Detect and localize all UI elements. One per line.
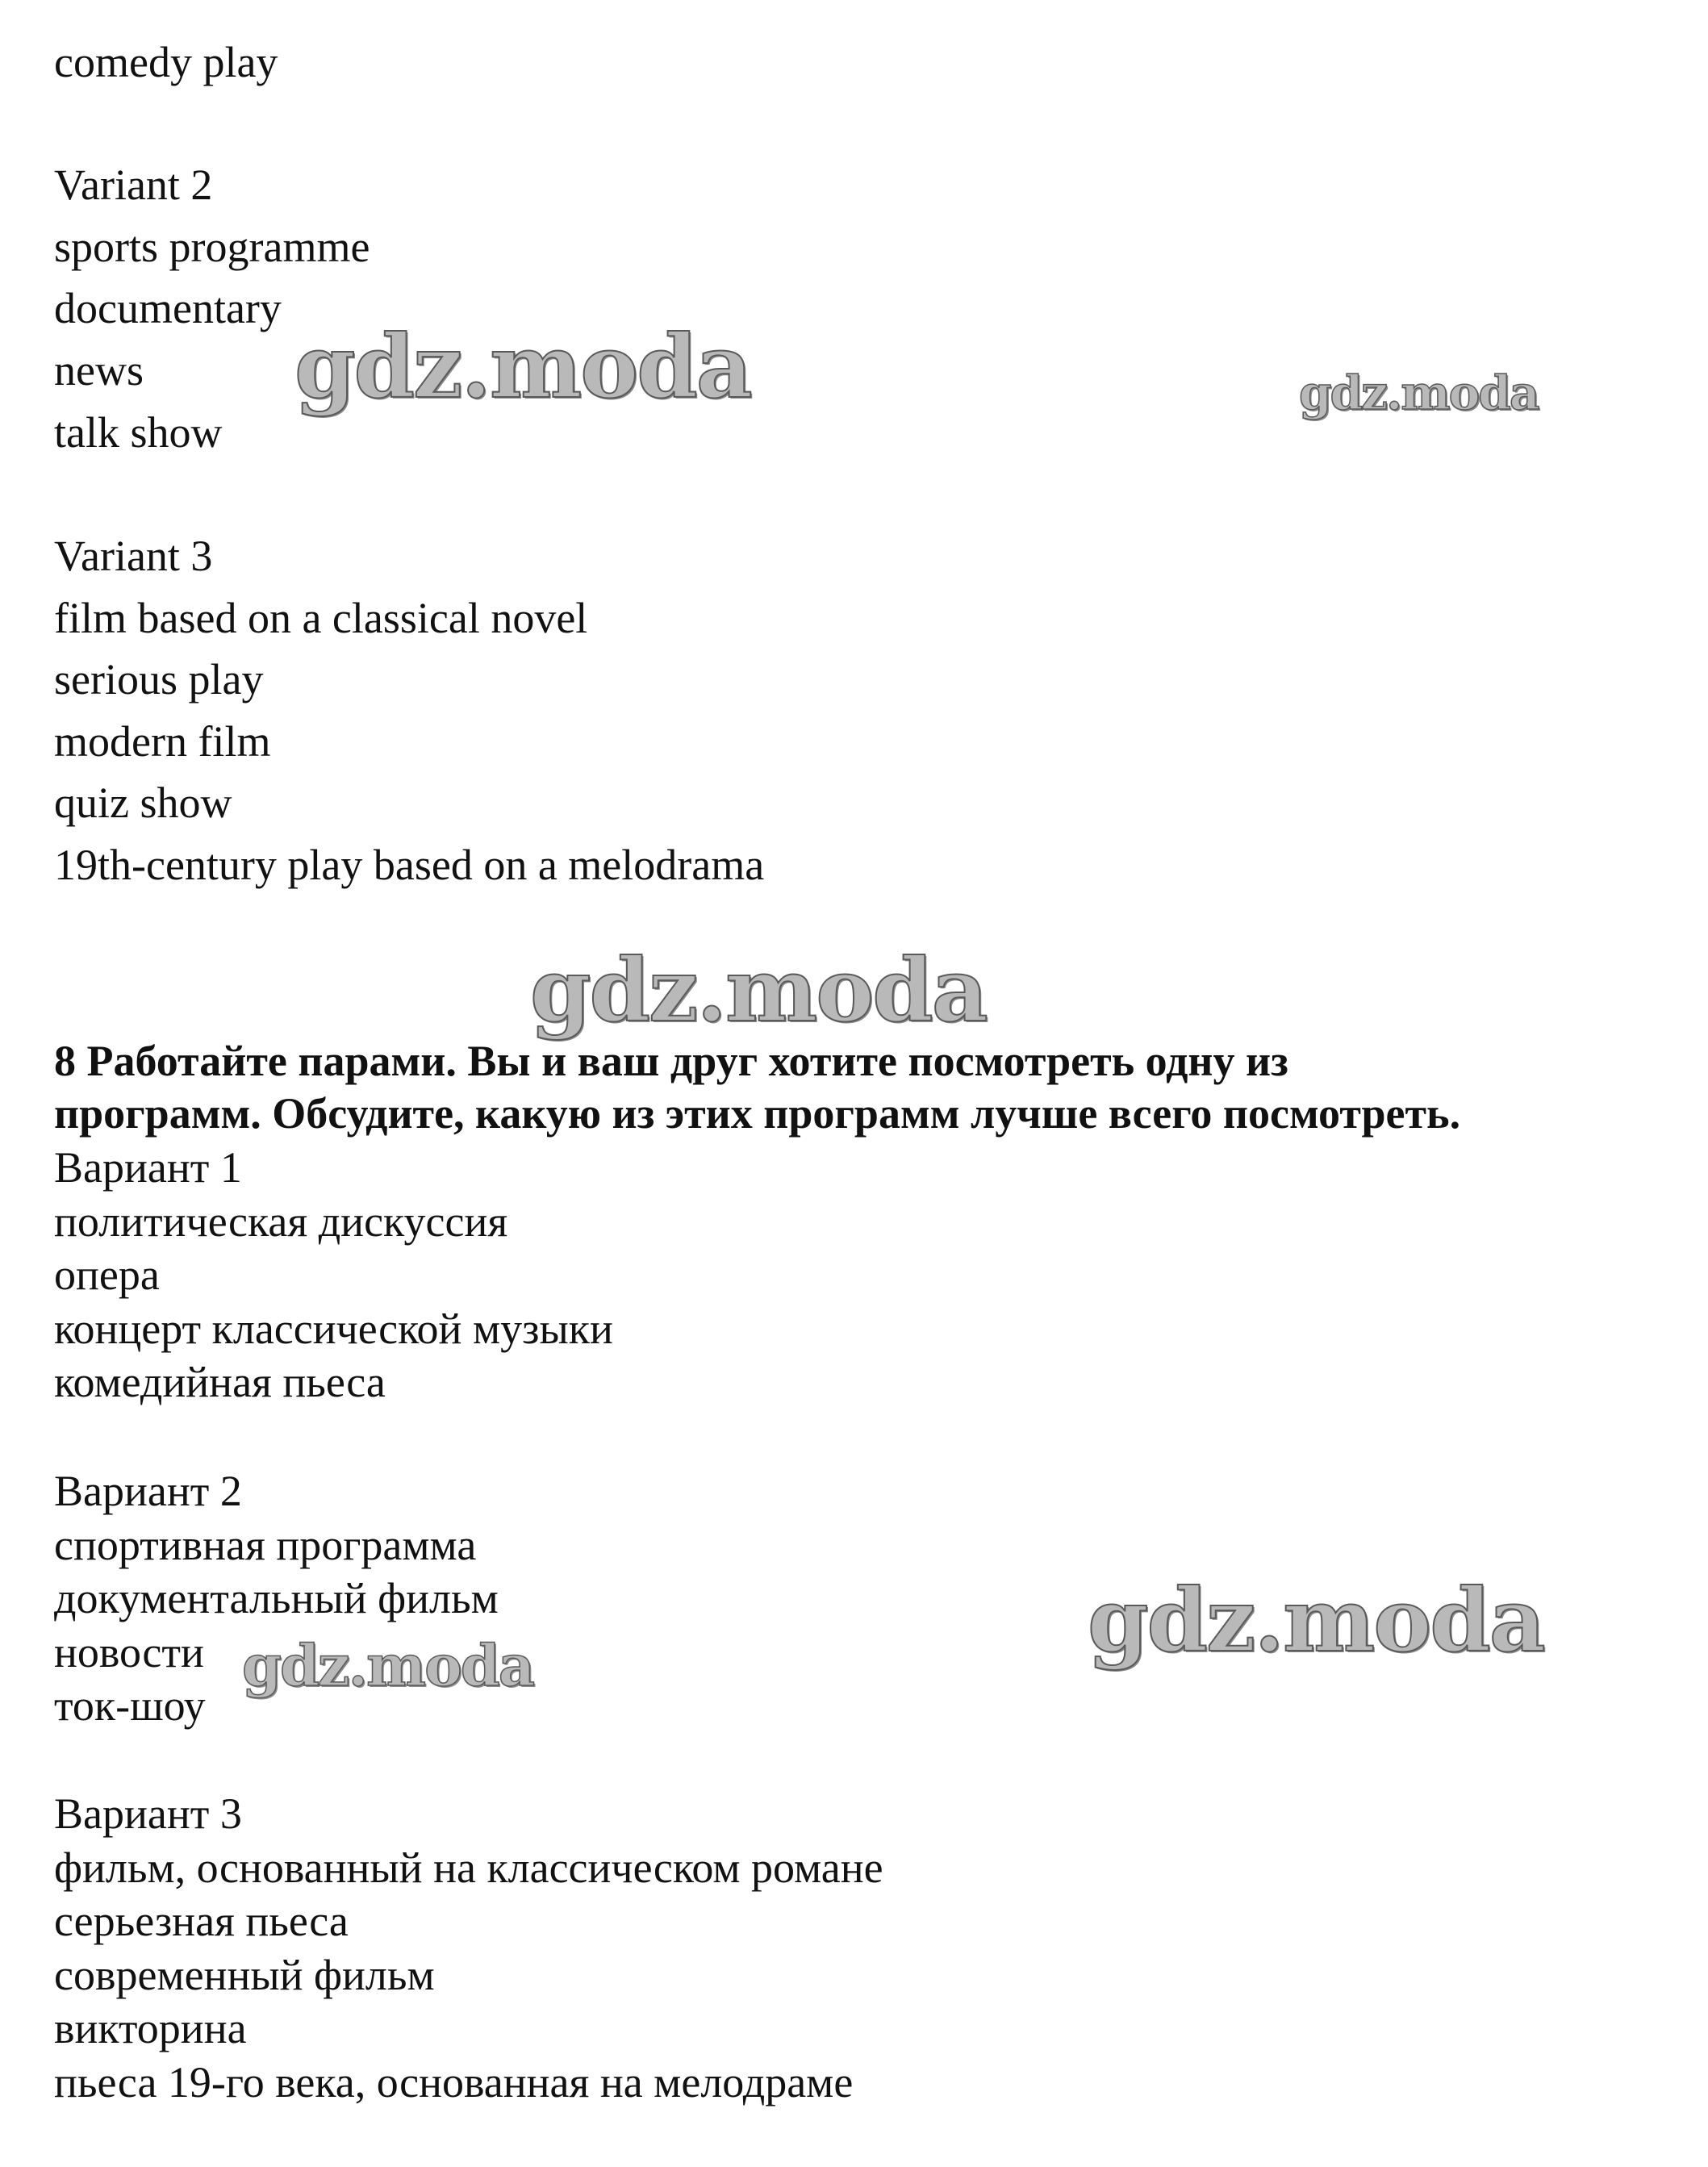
- list-item: modern film: [54, 717, 271, 766]
- list-item: опера: [54, 1251, 160, 1299]
- variant-2-title: Variant 2: [54, 161, 213, 209]
- watermark: gdz.moda: [1088, 1570, 1544, 1672]
- list-item: концерт классической музыки: [54, 1305, 613, 1353]
- list-item: современный фильм: [54, 1951, 435, 1999]
- watermark: gdz.moda: [242, 1632, 534, 1699]
- list-item: новости: [54, 1628, 204, 1676]
- variant-3-title: Вариант 3: [54, 1789, 242, 1838]
- watermark: gdz.moda: [1299, 365, 1539, 420]
- list-item: фильм, основанный на классическом романе: [54, 1843, 883, 1892]
- variant-2-title: Вариант 2: [54, 1467, 242, 1515]
- exercise-heading: программ. Обсудите, какую из этих программ лучше всего посмотреть.: [54, 1089, 1461, 1138]
- list-item: documentary: [54, 284, 282, 332]
- variant-1-title: Вариант 1: [54, 1143, 242, 1192]
- list-item: film based on a classical novel: [54, 594, 588, 642]
- watermark: gdz.moda: [294, 316, 751, 418]
- variant-3-title: Variant 3: [54, 532, 213, 580]
- list-item: sports programme: [54, 223, 370, 271]
- list-item: talk show: [54, 408, 223, 457]
- list-item: серьезная пьеса: [54, 1897, 349, 1945]
- list-item: политическая дискуссия: [54, 1197, 508, 1246]
- list-item: спортивная программа: [54, 1521, 477, 1569]
- list-item: news: [54, 346, 144, 395]
- list-item: документальный фильм: [54, 1574, 499, 1622]
- list-item: 19th-century play based on a melodrama: [54, 841, 765, 889]
- exercise-heading: 8 Работайте парами. Вы и ваш друг хотите посмотреть одну из: [54, 1037, 1288, 1085]
- list-item: ток-шоу: [54, 1681, 206, 1730]
- list-item: пьеса 19-го века, основанная на мелодраме: [54, 2058, 854, 2106]
- list-item: serious play: [54, 655, 264, 704]
- list-item: комедийная пьеса: [54, 1358, 386, 1406]
- list-item: quiz show: [54, 779, 232, 827]
- watermark: gdz.moda: [530, 940, 987, 1042]
- list-item: викторина: [54, 2004, 247, 2052]
- list-item: comedy play: [54, 38, 278, 86]
